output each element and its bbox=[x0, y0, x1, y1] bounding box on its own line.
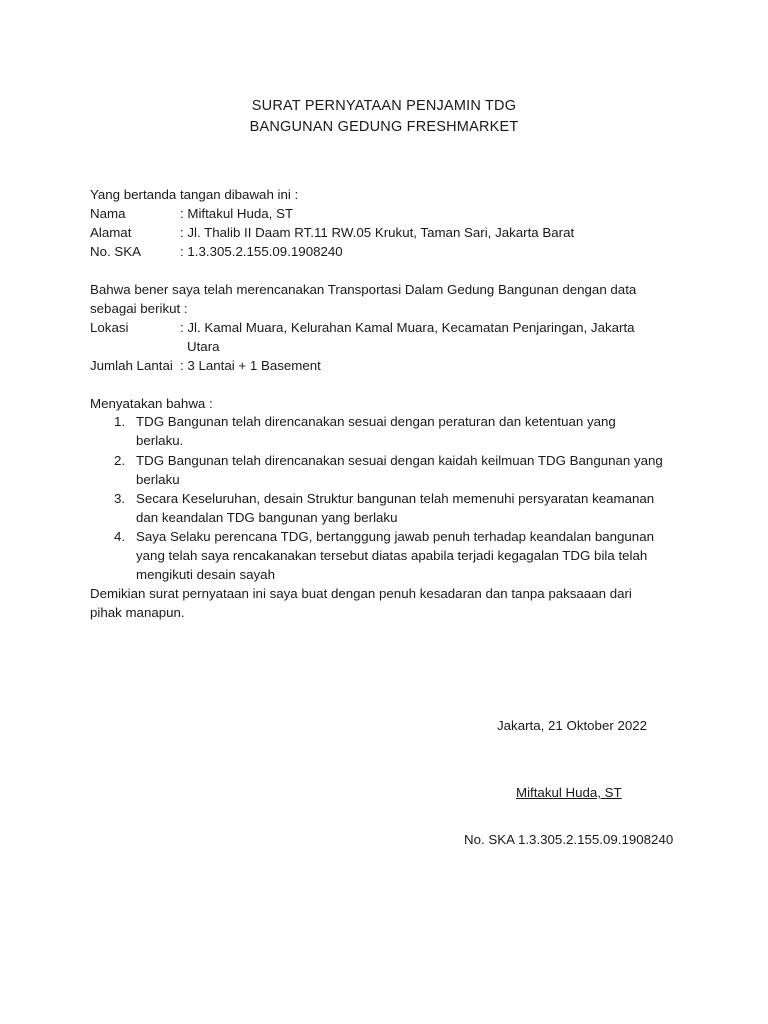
point-2-number: 2. bbox=[114, 453, 126, 468]
lantai-label: Jumlah Lantai bbox=[90, 358, 173, 373]
closing-line1: Demikian surat pernyataan ini saya buat dengan penuh kesadaran dan tanpa paksaaan dari bbox=[90, 586, 632, 601]
point-3-number: 3. bbox=[114, 491, 126, 506]
closing-line2: pihak manapun. bbox=[90, 605, 185, 620]
point-3-line1: Secara Keseluruhan, desain Struktur bangunan telah memenuhi persyaratan keamanan bbox=[136, 491, 655, 506]
statement-line1: Bahwa bener saya telah merencanakan Transportasi Dalam Gedung Bangunan dengan data bbox=[90, 282, 637, 297]
declaration-intro: Menyatakan bahwa : bbox=[90, 396, 213, 411]
signatory-name: Miftakul Huda, ST bbox=[516, 785, 622, 800]
identity-value-ska: : 1.3.305.2.155.09.1908240 bbox=[180, 244, 343, 259]
identity-label-ska: No. SKA bbox=[90, 244, 141, 259]
point-2-line2: berlaku bbox=[136, 472, 180, 487]
point-4-line3: mengikuti desain sayah bbox=[136, 567, 275, 582]
point-4-line1: Saya Selaku perencana TDG, bertanggung jawab penuh terhadap keandalan bangunan bbox=[136, 529, 654, 544]
place-date: Jakarta, 21 Oktober 2022 bbox=[497, 718, 648, 733]
identity-label-nama: Nama bbox=[90, 206, 126, 221]
lantai-value: : 3 Lantai + 1 Basement bbox=[180, 358, 321, 373]
point-1-number: 1. bbox=[114, 414, 126, 429]
point-2-line1: TDG Bangunan telah direncanakan sesuai dengan kaidah keilmuan TDG Bangunan yang bbox=[136, 453, 663, 468]
identity-label-alamat: Alamat bbox=[90, 225, 132, 240]
point-1-line1: TDG Bangunan telah direncanakan sesuai dengan peraturan dan ketentuan yang bbox=[136, 414, 616, 429]
statement-line2: sebagai berikut : bbox=[90, 301, 188, 316]
signatory-ska: No. SKA 1.3.305.2.155.09.1908240 bbox=[464, 832, 674, 847]
document-title-line2: BANGUNAN GEDUNG FRESHMARKET bbox=[249, 119, 519, 135]
point-1-line2: berlaku. bbox=[136, 433, 184, 448]
document-title-line1: SURAT PERNYATAAN PENJAMIN TDG bbox=[251, 98, 517, 114]
identity-value-alamat: : Jl. Thalib II Daam RT.11 RW.05 Krukut, Taman Sari, Jakarta Barat bbox=[180, 225, 575, 240]
point-4-number: 4. bbox=[114, 529, 126, 544]
point-4-line2: yang telah saya rencakanakan tersebut diatas apabila terjadi kegagalan TDG bila telah bbox=[136, 548, 648, 563]
lokasi-label: Lokasi bbox=[90, 320, 129, 335]
point-3-line2: dan keandalan TDG bangunan yang berlaku bbox=[136, 510, 398, 525]
lokasi-value-line2: Utara bbox=[187, 339, 220, 354]
intro-text: Yang bertanda tangan dibawah ini : bbox=[90, 187, 299, 202]
identity-value-nama: : Miftakul Huda, ST bbox=[180, 206, 294, 221]
lokasi-value-line1: : Jl. Kamal Muara, Kelurahan Kamal Muara, Kecamatan Penjaringan, Jakarta bbox=[180, 320, 635, 335]
